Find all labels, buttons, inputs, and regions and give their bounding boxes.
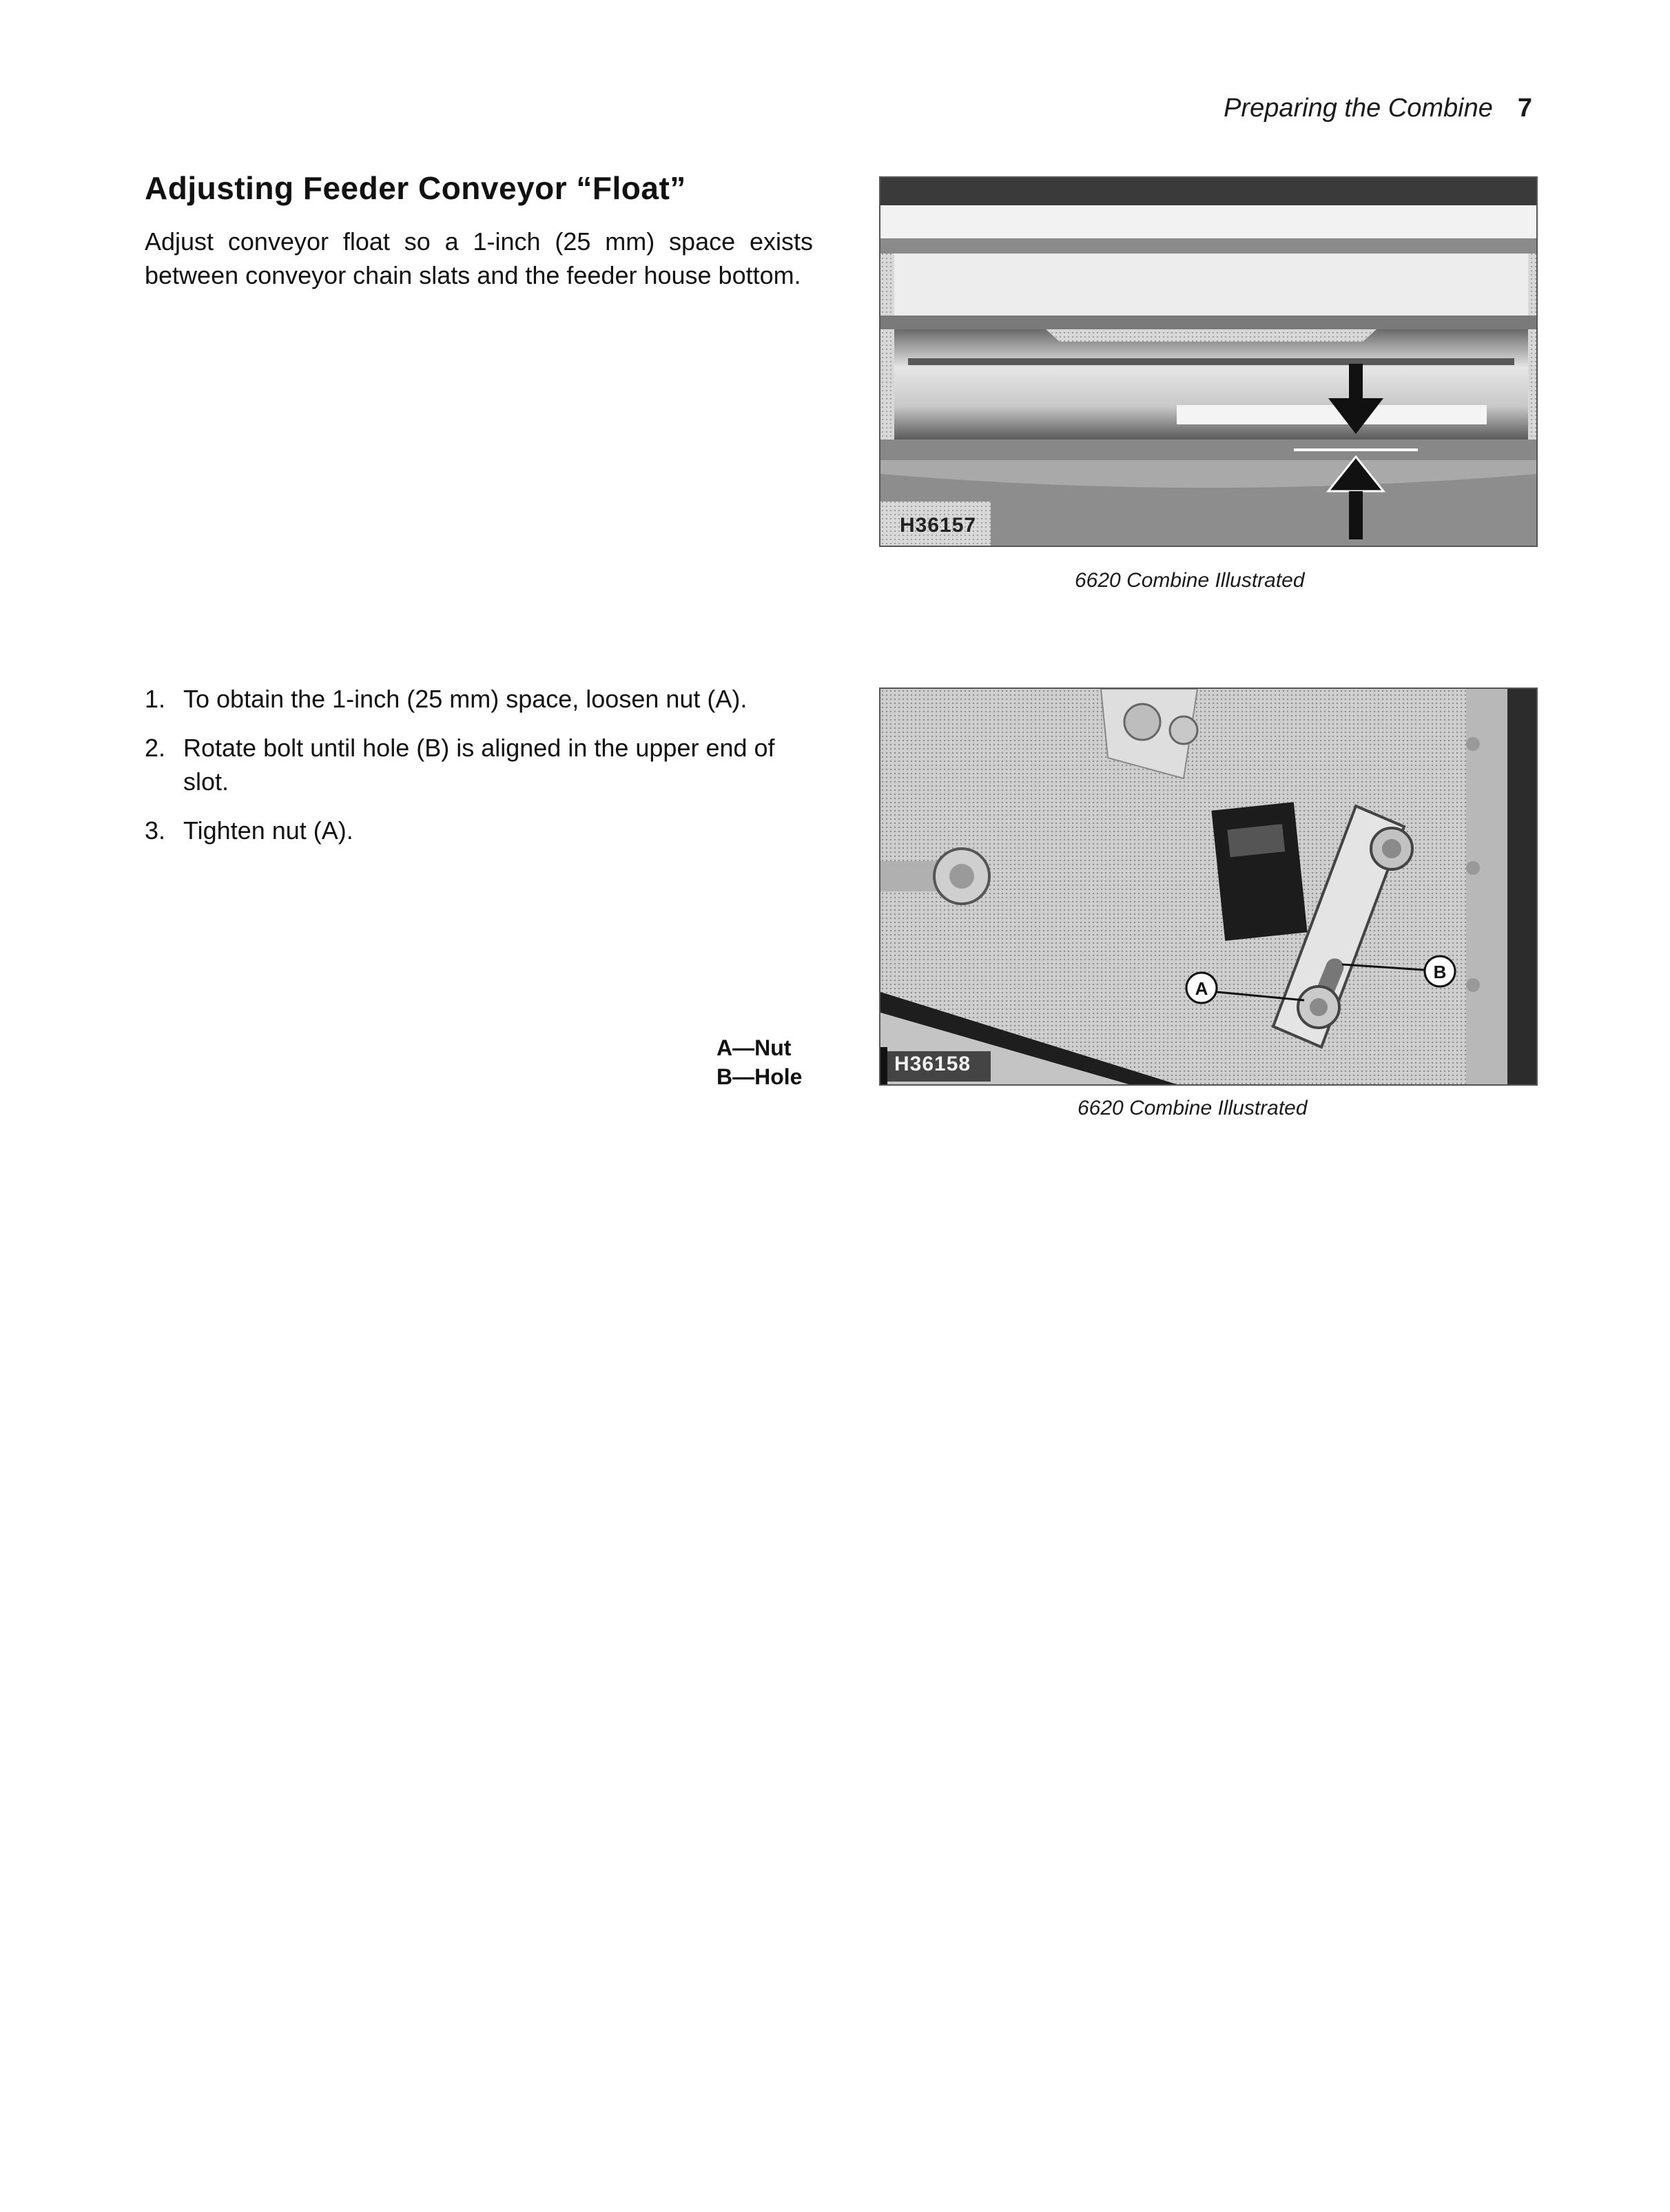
figure-code-2: H36158 xyxy=(894,1053,971,1075)
running-head xyxy=(1224,94,1532,123)
legend-item-nut: A—Nut xyxy=(717,1035,792,1060)
figure-code-1: H36157 xyxy=(900,514,977,537)
step-number: 1. xyxy=(145,685,166,713)
section-heading: Adjusting Feeder Conveyor “Float” xyxy=(145,170,686,206)
intro-paragraph: Adjust conveyor float so a 1-inch (25 mm) space exists between conveyor chain slats and the feeder house bottom. xyxy=(145,227,813,289)
float-adjustment-photo xyxy=(879,688,1538,1086)
list-item xyxy=(145,731,813,798)
running-head-title: Preparing the Combine xyxy=(1224,94,1493,123)
steps-list xyxy=(145,682,813,862)
callout-a xyxy=(1186,973,1217,1003)
legend-item-hole: B—Hole xyxy=(717,1064,803,1089)
page-number: 7 xyxy=(1517,94,1532,123)
list-item xyxy=(145,814,813,847)
list-item xyxy=(145,682,813,716)
step-text: Rotate bolt until hole (B) is aligned in the upper end of slot. xyxy=(183,734,775,796)
step-text: To obtain the 1-inch (25 mm) space, loosen nut (A). xyxy=(183,685,748,713)
callout-b-label: B xyxy=(1433,962,1447,982)
figure-legend xyxy=(717,1033,854,1091)
figure-caption-1: 6620 Combine Illustrated xyxy=(1075,569,1305,592)
step-number: 2. xyxy=(145,734,166,762)
figure-caption-2: 6620 Combine Illustrated xyxy=(1078,1097,1308,1119)
callout-b xyxy=(1425,956,1455,986)
step-number: 3. xyxy=(145,816,166,845)
feeder-conveyor-photo xyxy=(879,176,1538,547)
step-text: Tighten nut (A). xyxy=(183,816,353,845)
callout-a-label: A xyxy=(1195,978,1208,999)
